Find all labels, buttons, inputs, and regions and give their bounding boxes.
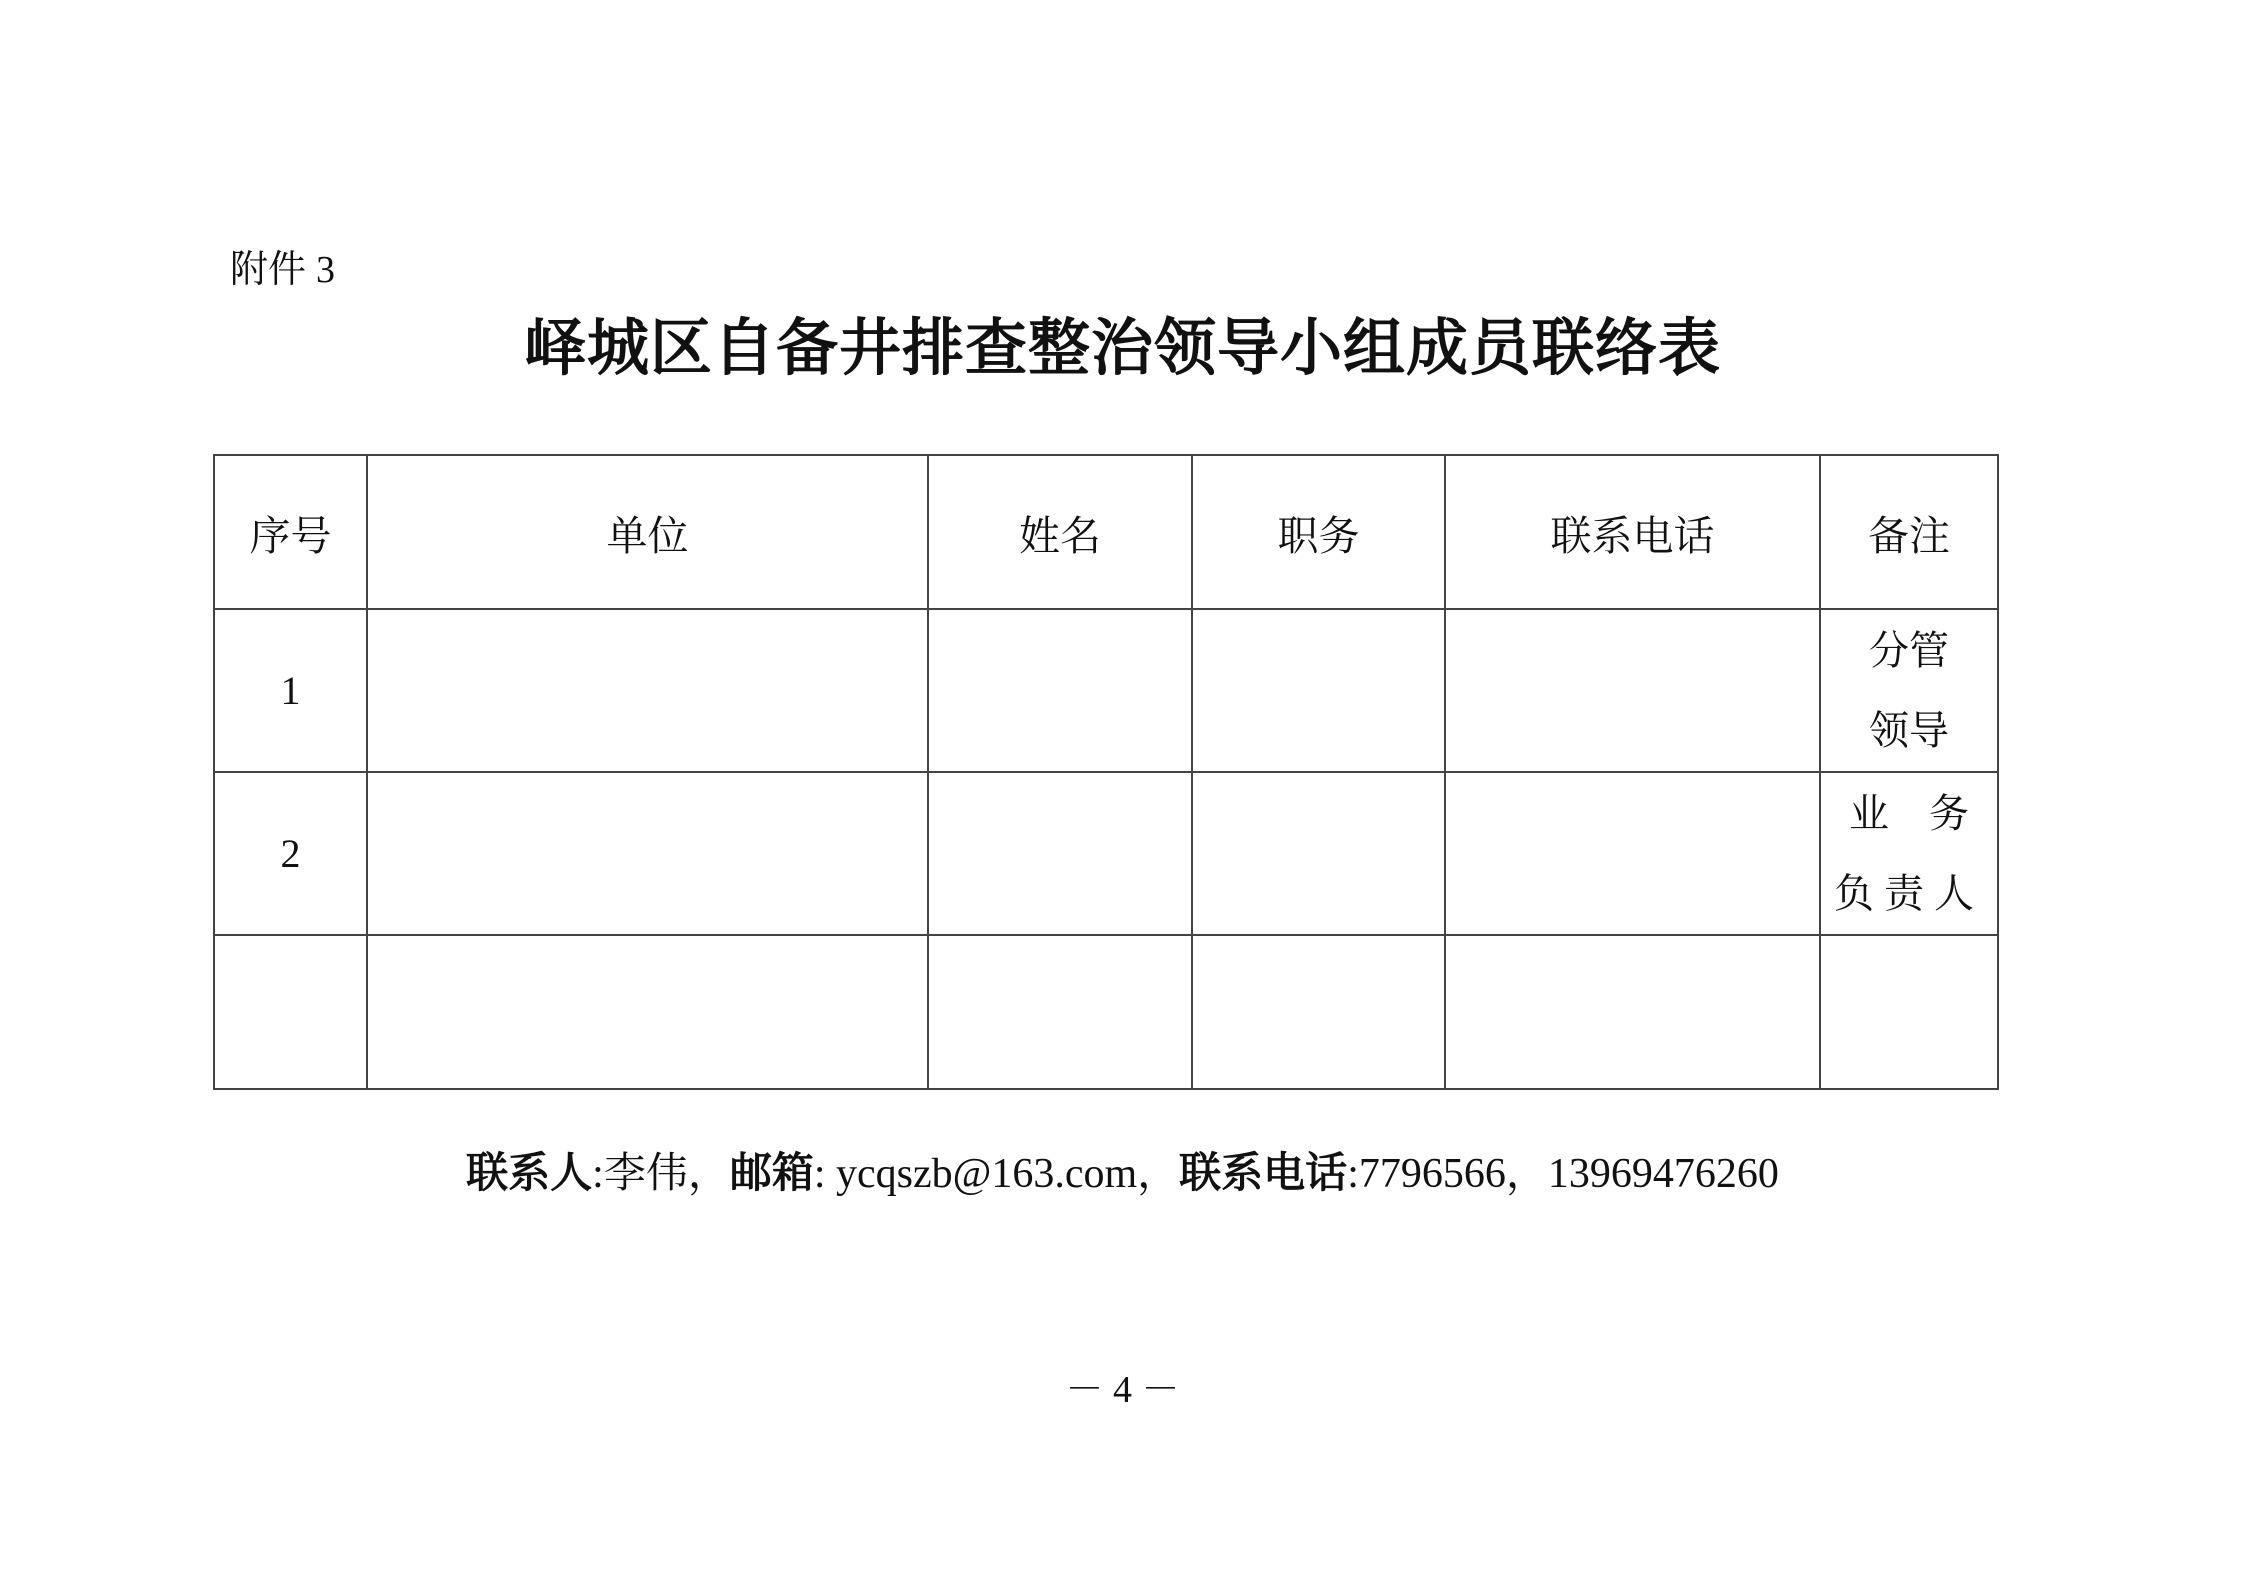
cell-unit bbox=[367, 935, 928, 1089]
table-row bbox=[214, 935, 1998, 1089]
cell-remark bbox=[1820, 935, 1998, 1089]
cell-unit bbox=[367, 609, 928, 772]
header-remark: 备注 bbox=[1820, 455, 1998, 609]
document-title: 峄城区自备井排查整治领导小组成员联络表 bbox=[523, 311, 1721, 384]
contact-person-name: 李伟 bbox=[603, 1148, 688, 1197]
remark-line-1: 业 务 bbox=[1849, 790, 1969, 837]
cell-position bbox=[1192, 772, 1445, 935]
header-serial: 序号 bbox=[214, 455, 367, 609]
attachment-label bbox=[230, 238, 335, 293]
table-row bbox=[214, 609, 1998, 772]
email-address: ycqszb@163.com bbox=[836, 1151, 1138, 1197]
cell-position bbox=[1192, 609, 1445, 772]
table-header-row bbox=[214, 455, 1998, 609]
cell-name bbox=[928, 935, 1192, 1089]
cell-unit bbox=[367, 772, 928, 935]
header-phone: 联系电话 bbox=[1445, 455, 1820, 609]
cell-name bbox=[928, 772, 1192, 935]
remark-line-2: 负责人 bbox=[1834, 870, 1984, 917]
remark-line-2: 领导 bbox=[1869, 707, 1949, 754]
cell-serial: 1 bbox=[214, 609, 367, 772]
cell-position bbox=[1192, 935, 1445, 1089]
phone-numbers: 7796566，13969476260 bbox=[1358, 1151, 1779, 1197]
contact-line: 联系人:李伟，邮箱: ycqszb@163.com，联系电话:7796566，13969476260 bbox=[466, 1148, 1779, 1197]
page-number: － 4 － bbox=[1065, 1369, 1180, 1411]
table-row bbox=[214, 772, 1998, 935]
header-position: 职务 bbox=[1192, 455, 1445, 609]
attachment-text: 附件 bbox=[230, 247, 307, 291]
phone-label: 联系电话 bbox=[1179, 1148, 1348, 1197]
email-label: 邮箱 bbox=[729, 1148, 814, 1197]
cell-phone bbox=[1445, 772, 1820, 935]
cell-phone bbox=[1445, 609, 1820, 772]
header-name: 姓名 bbox=[928, 455, 1192, 609]
header-unit: 单位 bbox=[367, 455, 928, 609]
cell-remark bbox=[1820, 609, 1998, 772]
cell-remark bbox=[1820, 772, 1998, 935]
attachment-number: 3 bbox=[316, 249, 336, 291]
contact-person-label: 联系人 bbox=[466, 1148, 593, 1197]
cell-serial bbox=[214, 935, 367, 1089]
cell-serial: 2 bbox=[214, 772, 367, 935]
cell-phone bbox=[1445, 935, 1820, 1089]
contact-roster-table bbox=[213, 454, 1999, 1090]
remark-line-1: 分管 bbox=[1869, 627, 1949, 674]
cell-name bbox=[928, 609, 1192, 772]
